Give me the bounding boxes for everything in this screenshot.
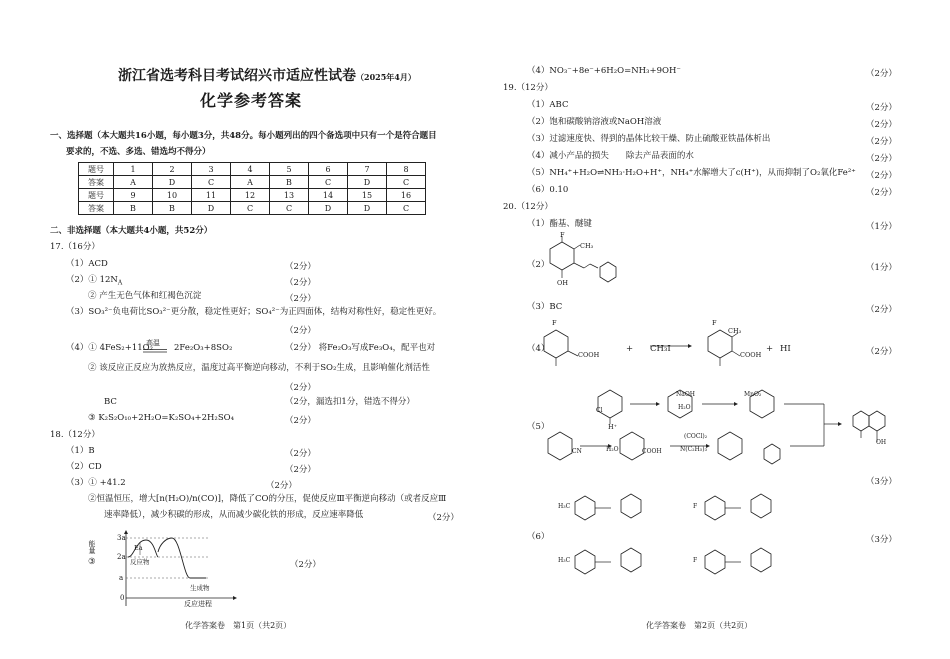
q17-4b: ② 该反应正反应为放热反应，温度过高平衡逆向移动，不利于SO₂生成，且影响催化剂活性: [88, 363, 430, 373]
q19-2: （2）饱和碳酸钠溶液或NaOH溶液: [527, 117, 662, 127]
points: （2分）: [290, 560, 321, 570]
q18-3b: ②恒温恒压，增大[n(H₂O)/n(CO)]，降低了CO的分压，促使反应Ⅲ平衡逆向移动（或者反应Ⅲ: [88, 494, 447, 504]
graph-ea-label: Ea: [134, 544, 143, 552]
points: （3分）: [866, 535, 897, 545]
page1-footer: 化学答案卷 第1页（共2页）: [185, 621, 292, 630]
q18-3: （3）① +41.2: [66, 478, 126, 488]
graph-product-label: 生成物: [190, 584, 210, 592]
graph-tick-3a: 3a: [117, 534, 126, 542]
q19-heading: 19.（12分）: [503, 83, 553, 93]
reagent-ch3i: CH₃I: [650, 344, 671, 354]
graph-ylabel: 能量: [88, 540, 97, 554]
reaction-condition: 高温: [146, 339, 160, 347]
points: （2分）: [285, 262, 316, 272]
q20-2: （2）: [527, 260, 550, 270]
q17-4a: （4）① 4FeS₂+11O₂: [66, 343, 154, 353]
points: （2分）: [866, 305, 897, 315]
table-row: 题号 9 10 11 12 13 14 15 16: [79, 189, 426, 202]
table-row: 答案 A D C A B C D C: [79, 176, 426, 189]
q17-4b-answer: BC: [104, 397, 117, 407]
points: （2分）: [285, 416, 316, 426]
q17-4c: ③ K₂S₂O₁₀+2H₂O=K₂SO₄+2H₂SO₄: [88, 413, 235, 423]
reagent-cocl2: (COCl)₂: [684, 433, 708, 440]
q17-2b: ② 产生无色气体和红褐色沉淀: [88, 291, 202, 301]
atom-cooh: COOH: [740, 351, 762, 359]
atom-oh: OH: [876, 439, 887, 446]
q17-4b-comment: （2分，漏选扣1分，错选不得分）: [285, 397, 415, 407]
points: （2分）: [266, 481, 297, 491]
q20-heading: 20.（12分）: [503, 202, 553, 212]
atom-h3c: H₃C: [558, 557, 571, 564]
q18-2: （2）CD: [66, 462, 102, 472]
points: （1分）: [866, 263, 897, 273]
points: （3分）: [866, 477, 897, 487]
graph-tick-0: 0: [120, 594, 125, 602]
q17-3: （3）SO₃²⁻负电荷比SO₃²⁻更分散，稳定性更好；SO₄²⁻为正四面体，结构对称性好，稳定性更好。: [66, 307, 442, 317]
section1-heading: 一、选择题（本大题共16小题，每小题3分，共48分。每小题列出的四个备选项中只有一个是符合题目: [50, 131, 437, 141]
points: （2分）: [866, 120, 897, 130]
atom-h3c: H₃C: [558, 503, 571, 510]
section2-heading: 二、非选择题（本大题共4小题，共52分）: [50, 226, 213, 236]
points: （2分）: [285, 383, 316, 393]
q20-4: （4）: [527, 344, 550, 354]
atom-oh: OH: [557, 279, 568, 287]
points: （2分）: [428, 513, 459, 523]
reagent-mno2: MnO₂: [744, 391, 762, 398]
q17-4a-product: 2Fe₂O₃+8SO₂: [174, 343, 233, 353]
q19-1: （1）ABC: [527, 100, 569, 110]
q19-4: （4）减小产品的损失 除去产品表面的水: [527, 151, 694, 161]
q19-6: （6）0.10: [527, 185, 569, 195]
atom-f: F: [693, 557, 698, 564]
q19-5: （5）NH₄⁺+H₂O⇌NH₃·H₂O+H⁺，NH₄⁺水解增大了c(H⁺)，从而抑制了O₂氧化Fe²⁺: [527, 168, 856, 178]
graph-reactant-label: 反应物: [130, 558, 150, 566]
page2-footer: 化学答案卷 第2页（共2页）: [646, 621, 753, 630]
atom-f: F: [693, 503, 698, 510]
table-row: 题号 1 2 3 4 5 6 7 8: [79, 163, 426, 176]
q18-1: （1）B: [66, 446, 95, 456]
structure-q20-2: [540, 232, 630, 292]
reagent-h2o: H₂O: [678, 404, 691, 411]
points: （2分）: [866, 347, 897, 357]
atom-cooh: COOH: [642, 448, 662, 455]
atom-f: F: [552, 319, 557, 327]
atom-cooh: COOH: [578, 351, 600, 359]
q17-2: （2）① $12N_A$: [66, 275, 123, 287]
q20-5: （5）: [527, 422, 550, 432]
q17-1: （1）ACD: [66, 259, 108, 269]
q17-heading: 17.（16分）: [50, 242, 100, 252]
atom-cn: CN: [572, 448, 582, 455]
atom-ch3: CH₃: [580, 242, 594, 250]
q17-4a-comment: （2分） 将Fe₂O₃写成Fe₃O₄，配平也对: [285, 343, 436, 353]
points: （1分）: [866, 222, 897, 232]
q18-heading: 18.（12分）: [50, 430, 100, 440]
answer-table: [78, 162, 426, 215]
points: （2分）: [285, 278, 316, 288]
plus-sign: +: [766, 344, 774, 354]
points: （2分）: [285, 449, 316, 459]
section1-heading-cont: 要求的，不选、多选、错选均不得分）: [66, 147, 211, 157]
atom-f: F: [712, 319, 717, 327]
structures-q20-6: [545, 488, 805, 596]
points: （2分）: [866, 69, 897, 79]
page-title: 浙江省选考科目考试绍兴市适应性试卷（2025年4月）: [118, 68, 416, 84]
reagent-net3: N(C₂H₅)₃: [680, 446, 707, 453]
q20-3: （3）BC: [527, 302, 563, 312]
atom-cl: Cl: [596, 407, 603, 414]
reagent-h-plus: H⁺: [608, 423, 618, 431]
q20-6: （6）: [527, 532, 550, 542]
reaction-q20-4: [540, 318, 860, 372]
q20-1: （1）酯基、醚键: [527, 219, 592, 229]
graph-tick-a: a: [119, 574, 124, 582]
reagent-naoh: NaOH: [676, 391, 695, 398]
plus-sign: +: [626, 344, 634, 354]
graph-xlabel: 反应进程: [184, 600, 212, 608]
points: （2分）: [866, 103, 897, 113]
q17-4-eq: （4）NO₃⁻+8e⁻+6H₂O=NH₃+9OH⁻: [527, 66, 681, 76]
reagent-h2o: H₂O: [606, 446, 619, 453]
equilibrium-sign: [143, 349, 167, 353]
points: （2分）: [866, 188, 897, 198]
synthesis-q20-5: [540, 384, 860, 474]
points: （2分）: [285, 465, 316, 475]
atom-ch3: CH₃: [728, 327, 742, 335]
atom-f: F: [560, 231, 565, 239]
q18-3b-cont: 速率降低），减少积碳的形成，从而减少碳化铁的形成，反应速率降低: [104, 510, 364, 520]
table-row: 答案 B B D C C D D C: [79, 202, 426, 215]
graph-tick-2a: 2a: [117, 553, 126, 561]
product-hi: HI: [780, 344, 791, 354]
points: （2分）: [285, 326, 316, 336]
answer-title: 化学参考答案: [200, 91, 303, 110]
points: （2分）: [866, 171, 897, 181]
points: （2分）: [866, 137, 897, 147]
q19-3: （3）过滤速度快、得到的晶体比较干燥、防止硫酸亚铁晶体析出: [527, 134, 771, 144]
q18-3c: ③: [88, 557, 96, 567]
points: （2分）: [866, 154, 897, 164]
points: （2分）: [285, 294, 316, 304]
